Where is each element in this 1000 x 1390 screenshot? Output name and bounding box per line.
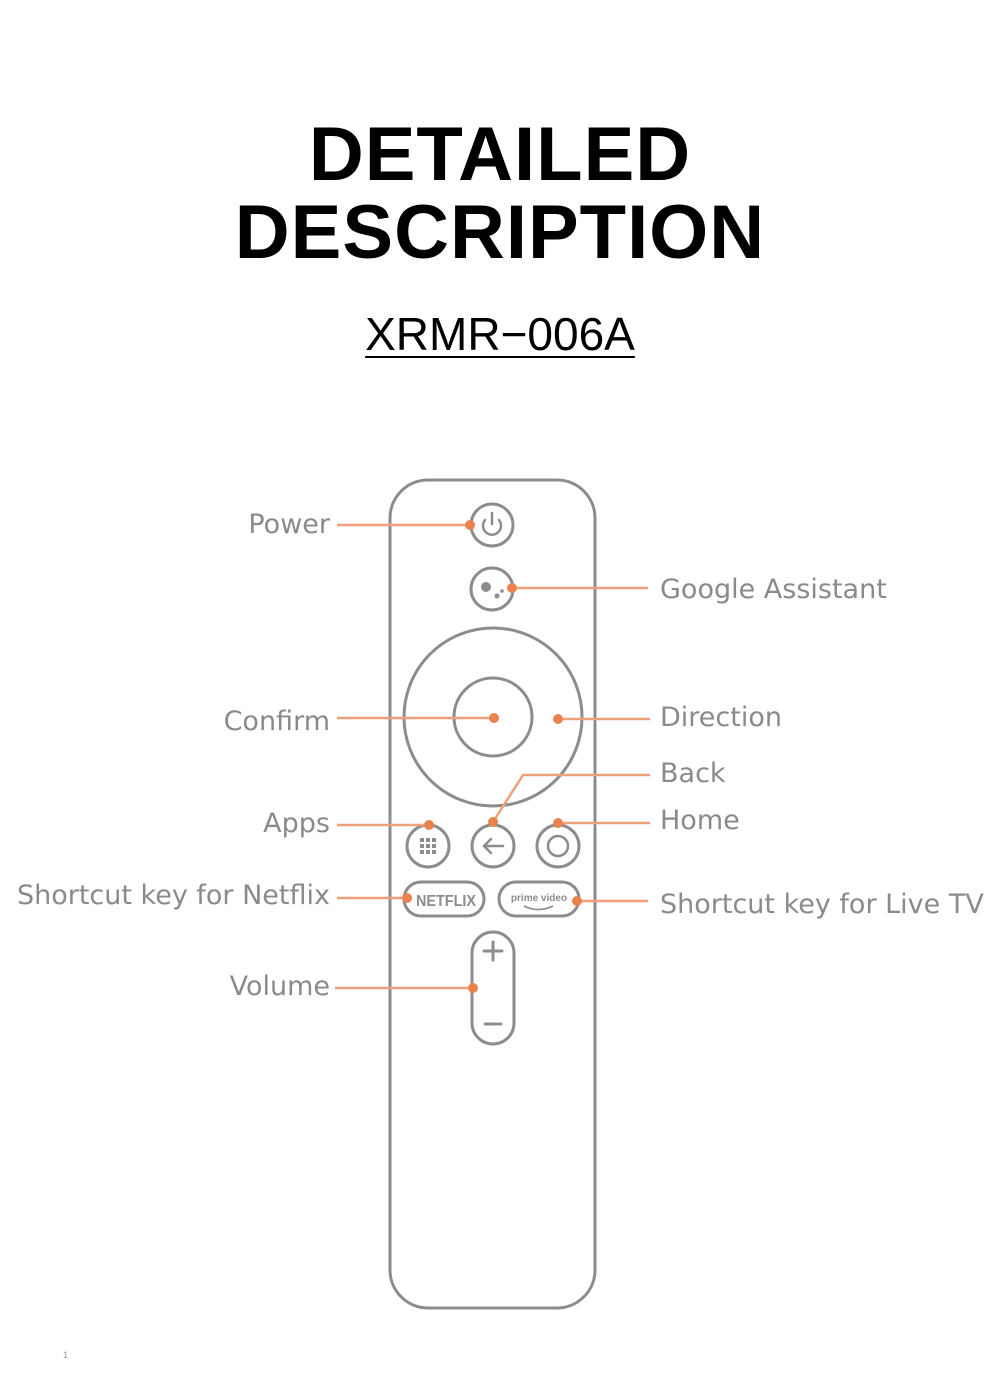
netflix-button[interactable]	[404, 882, 484, 916]
plus-icon	[484, 942, 502, 960]
google-assistant-icon	[481, 582, 504, 599]
label-back: Back	[660, 758, 726, 789]
corner-mark: 1	[63, 1350, 69, 1360]
page-title-line-1: DETAILED	[308, 112, 692, 197]
dot-confirm	[489, 713, 499, 723]
label-netflix-shortcut: Shortcut key for Netflix	[16, 880, 330, 911]
dot-direction	[553, 714, 563, 724]
label-home: Home	[660, 805, 740, 836]
label-volume: Volume	[229, 971, 330, 1002]
dot-power	[465, 520, 475, 530]
prime-video-button-text: prime video	[510, 893, 568, 904]
dot-netflix	[402, 893, 412, 903]
dot-home	[553, 818, 563, 828]
dot-volume	[468, 983, 478, 993]
label-live-tv-shortcut: Shortcut key for Live TV	[660, 889, 984, 920]
prime-video-button[interactable]	[499, 882, 579, 916]
dot-live-tv	[572, 896, 582, 906]
dot-back	[488, 817, 498, 827]
prime-smile-icon	[524, 906, 553, 910]
power-button[interactable]	[471, 504, 513, 546]
label-google-assistant: Google Assistant	[660, 574, 887, 605]
apps-button[interactable]	[407, 825, 449, 867]
apps-icon	[420, 838, 436, 854]
google-assistant-button[interactable]	[471, 568, 513, 610]
back-button[interactable]	[472, 825, 514, 867]
model-number-text: XRMR−006A	[365, 308, 635, 360]
label-direction: Direction	[660, 702, 782, 733]
home-button[interactable]	[537, 825, 579, 867]
leader-back	[493, 775, 650, 822]
label-power: Power	[248, 509, 330, 540]
dot-google-assistant	[507, 583, 517, 593]
back-arrow-icon	[484, 839, 503, 853]
label-confirm: Confirm	[223, 706, 330, 737]
page-title-line-2: DESCRIPTION	[234, 190, 766, 275]
label-apps: Apps	[263, 808, 330, 839]
power-icon	[483, 513, 501, 535]
netflix-button-text: NETFLIX	[416, 893, 477, 910]
volume-rocker[interactable]	[472, 932, 514, 1044]
dot-apps	[424, 820, 434, 830]
home-icon	[548, 836, 568, 856]
